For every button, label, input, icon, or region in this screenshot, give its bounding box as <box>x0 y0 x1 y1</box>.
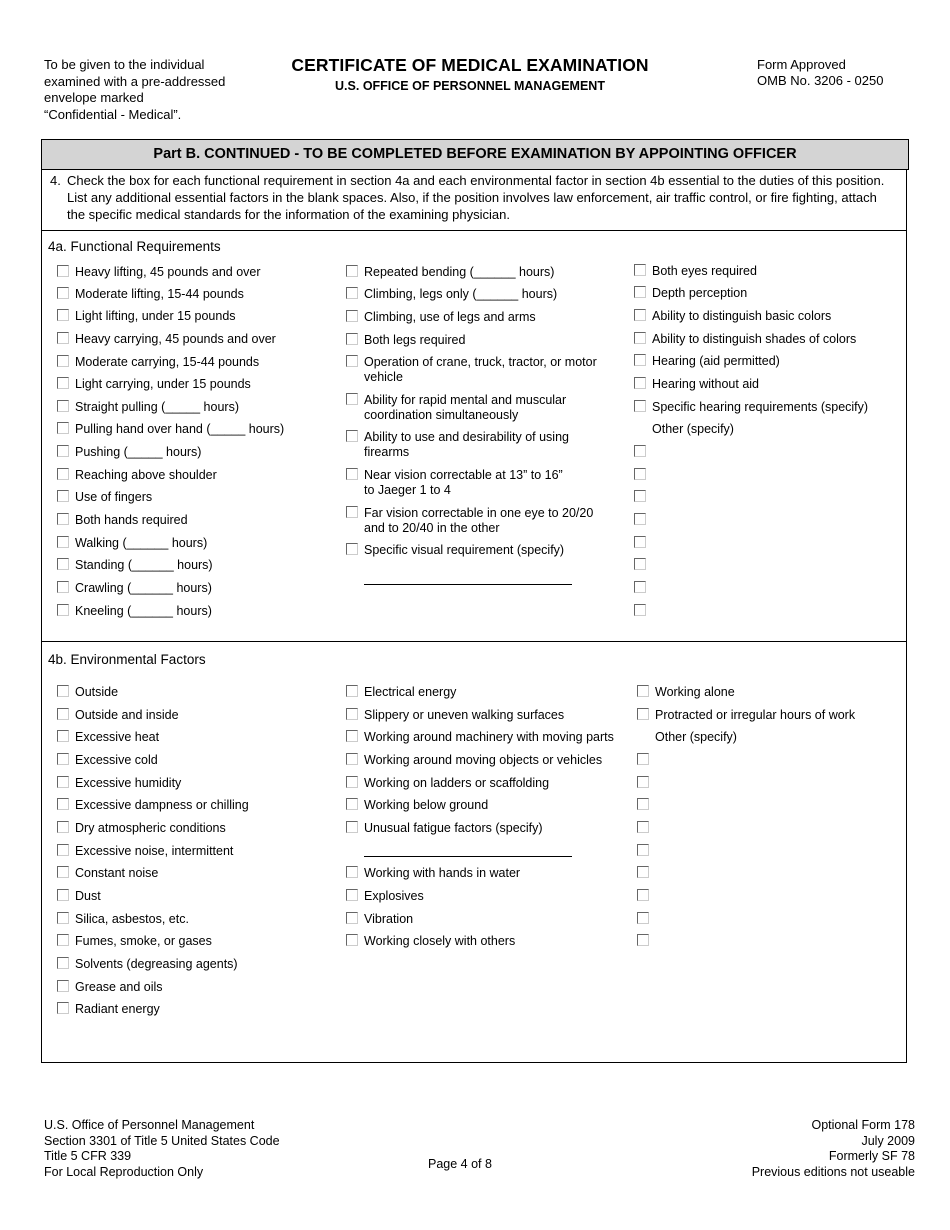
checkbox-label: Solvents (degreasing agents) <box>75 957 238 971</box>
checkbox-label: Both hands required <box>75 513 188 527</box>
functional-requirement-item <box>364 333 465 348</box>
checkbox[interactable] <box>346 934 358 946</box>
checkbox[interactable] <box>346 543 358 555</box>
checkbox[interactable] <box>57 604 69 616</box>
checkbox[interactable] <box>57 309 69 321</box>
checkbox-label: Silica, asbestos, etc. <box>75 912 189 926</box>
checkbox-label: Pulling hand over hand (_____ hours) <box>75 422 285 436</box>
other-specify-label <box>655 730 737 745</box>
checkbox-label: Grease and oils <box>75 980 163 994</box>
checkbox-label: Specific visual requirement (specify) <box>364 543 565 557</box>
footer-authority <box>44 1118 280 1181</box>
checkbox[interactable] <box>57 355 69 367</box>
functional-requirement-item <box>75 558 213 573</box>
environmental-factor-item <box>75 708 179 723</box>
environmental-factor-item <box>364 776 549 791</box>
checkbox[interactable] <box>634 468 646 480</box>
environmental-factor-item <box>75 889 101 904</box>
checkbox-label: Light carrying, under 15 pounds <box>75 377 251 391</box>
checkbox[interactable] <box>637 844 649 856</box>
checkbox-label: Unusual fatigue factors (specify) <box>364 821 543 835</box>
footer-form-info-line: Previous editions not useable <box>751 1165 915 1180</box>
footer-form-info-line: Optional Form 178 <box>811 1118 915 1132</box>
checkbox[interactable] <box>634 581 646 593</box>
distribution-note-line: To be given to the individual <box>44 57 205 72</box>
checkbox[interactable] <box>57 912 69 924</box>
checkbox-label: Depth perception <box>652 286 748 300</box>
checkbox-label: Moderate carrying, 15-44 pounds <box>75 355 260 369</box>
footer-authority-line: For Local Reproduction Only <box>44 1165 204 1180</box>
functional-requirement-item <box>75 287 244 302</box>
environmental-factor-item <box>364 934 515 949</box>
form-title: CERTIFICATE OF MEDICAL EXAMINATION <box>291 55 649 75</box>
functional-requirement-item <box>364 355 597 370</box>
environmental-factor-item <box>75 685 118 700</box>
checkbox-label: Dust <box>75 889 101 903</box>
checkbox-label: Other (specify) <box>655 730 737 744</box>
functional-requirement-item <box>364 445 409 460</box>
section-4b <box>41 642 907 1063</box>
checkbox-label: Walking (______ hours) <box>75 536 208 550</box>
checkbox-label: Moderate lifting, 15-44 pounds <box>75 287 244 301</box>
checkbox-label: Specific hearing requirements (specify) <box>652 400 869 414</box>
checkbox[interactable] <box>346 393 358 405</box>
checkbox[interactable] <box>57 889 69 901</box>
environmental-factor-item <box>75 934 212 949</box>
checkbox[interactable] <box>634 309 646 321</box>
environmental-factor-item <box>364 685 456 700</box>
environmental-factor-item <box>75 912 189 927</box>
checkbox-label: Crawling (______ hours) <box>75 581 212 595</box>
checkbox[interactable] <box>637 776 649 788</box>
checkbox-label: Light lifting, under 15 pounds <box>75 309 236 323</box>
checkbox-label: Operation of crane, truck, tractor, or motor <box>364 355 597 369</box>
functional-requirement-item <box>364 468 563 483</box>
checkbox-label: Hearing (aid permitted) <box>652 354 780 368</box>
distribution-note-line: envelope marked <box>44 90 144 105</box>
checkbox-label: Near vision correctable at 13” to 16” <box>364 468 563 482</box>
environmental-factor-item <box>75 821 226 836</box>
checkbox-label: Kneeling (______ hours) <box>75 604 212 618</box>
environmental-factor-item <box>364 753 602 768</box>
checkbox[interactable] <box>57 798 69 810</box>
checkbox-label: Explosives <box>364 889 424 903</box>
checkbox-label: Excessive heat <box>75 730 160 744</box>
checkbox-label: Ability to distinguish shades of colors <box>652 332 857 346</box>
checkbox-label: Heavy lifting, 45 pounds and over <box>75 265 261 279</box>
checkbox-label: Radiant energy <box>75 1002 160 1016</box>
checkbox-label: coordination simultaneously <box>364 408 519 422</box>
form-approval-line: Form Approved <box>757 57 846 72</box>
checkbox-label: vehicle <box>364 370 403 384</box>
checkbox[interactable] <box>634 286 646 298</box>
functional-requirement-item <box>364 430 569 445</box>
checkbox[interactable] <box>346 430 358 442</box>
functional-requirement-item <box>75 400 239 415</box>
functional-requirement-item <box>75 513 188 528</box>
checkbox-label: Working alone <box>655 685 735 699</box>
omb-number: OMB No. 3206 - 0250 <box>757 73 884 88</box>
checkbox[interactable] <box>346 265 358 277</box>
checkbox-label: Hearing without aid <box>652 377 760 391</box>
checkbox-label: Constant noise <box>75 866 159 880</box>
checkbox-label: Ability for rapid mental and muscular <box>364 393 567 407</box>
checkbox[interactable] <box>57 377 69 389</box>
environmental-factor-item <box>364 889 424 904</box>
environmental-factor-item <box>364 708 564 723</box>
checkbox[interactable] <box>634 558 646 570</box>
functional-requirement-item <box>75 445 201 460</box>
checkbox-label: Pushing (_____ hours) <box>75 445 202 459</box>
environmental-factor-item <box>75 730 159 745</box>
instruction-text: Check the box for each functional requirement in section 4a and each environmental factor in section 4b essential to the duties of this position. List any additional essential factors in the blank spaces. Also, if the position involves law enforcement, air traffic control, or fire fighting, attach the specific medical standards for the information of the examining physician. <box>67 173 885 222</box>
checkbox[interactable] <box>57 400 69 412</box>
checkbox[interactable] <box>634 400 646 412</box>
distribution-note-line: “Confidential - Medical”. <box>44 106 182 122</box>
checkbox[interactable] <box>637 708 649 720</box>
checkbox[interactable] <box>57 468 69 480</box>
checkbox[interactable] <box>57 730 69 742</box>
distribution-note <box>44 57 264 123</box>
footer-authority-line: Section 3301 of Title 5 United States Code <box>44 1133 280 1148</box>
section-4a-title: 4a. Functional Requirements <box>48 239 221 254</box>
section-4b-title: 4b. Environmental Factors <box>48 652 206 667</box>
checkbox[interactable] <box>346 506 358 518</box>
footer-form-info-line: Formerly SF 78 <box>828 1149 915 1164</box>
checkbox[interactable] <box>637 798 649 810</box>
functional-requirement-item <box>364 506 593 521</box>
checkbox[interactable] <box>634 377 646 389</box>
checkbox[interactable] <box>637 685 649 697</box>
functional-requirement-item <box>364 408 518 423</box>
checkbox[interactable] <box>346 866 358 878</box>
checkbox-label: Use of fingers <box>75 490 153 504</box>
checkbox-label: Excessive humidity <box>75 776 182 790</box>
checkbox-label: Working with hands in water <box>364 866 521 880</box>
checkbox-label: Ability to use and desirability of using <box>364 430 569 444</box>
functional-requirement-item <box>364 521 500 536</box>
environmental-factor-item <box>364 866 520 881</box>
checkbox[interactable] <box>634 354 646 366</box>
checkbox-label: Far vision correctable in one eye to 20/20 <box>364 506 594 520</box>
checkbox[interactable] <box>57 265 69 277</box>
checkbox[interactable] <box>57 866 69 878</box>
environmental-factor-item <box>75 776 181 791</box>
checkbox[interactable] <box>346 333 358 345</box>
checkbox[interactable] <box>346 310 358 322</box>
checkbox[interactable] <box>346 776 358 788</box>
checkbox-label: Working around moving objects or vehicles <box>364 753 603 767</box>
checkbox-label: Working below ground <box>364 798 489 812</box>
checkbox[interactable] <box>57 445 69 457</box>
checkbox[interactable] <box>634 332 646 344</box>
checkbox-label: Outside <box>75 685 119 699</box>
checkbox-label: Heavy carrying, 45 pounds and over <box>75 332 276 346</box>
checkbox[interactable] <box>637 866 649 878</box>
checkbox-label: Electrical energy <box>364 685 457 699</box>
write-in-line[interactable] <box>364 584 572 585</box>
functional-requirement-item <box>75 422 284 437</box>
checkbox[interactable] <box>57 821 69 833</box>
functional-requirement-item <box>75 581 212 596</box>
checkbox[interactable] <box>346 355 358 367</box>
other-specify-label <box>652 422 734 437</box>
checkbox[interactable] <box>57 708 69 720</box>
checkbox-label: firearms <box>364 445 410 459</box>
page-number: Page 4 of 8 <box>428 1157 492 1171</box>
environmental-factor-item <box>75 1002 160 1017</box>
checkbox[interactable] <box>634 490 646 502</box>
functional-requirement-item <box>652 400 868 415</box>
write-in-line[interactable] <box>364 856 572 857</box>
functional-requirement-item <box>75 604 212 619</box>
checkbox-label: Working on ladders or scaffolding <box>364 776 550 790</box>
checkbox-label: Slippery or uneven walking surfaces <box>364 708 565 722</box>
checkbox-label: Climbing, legs only (______ hours) <box>364 287 558 301</box>
functional-requirement-item <box>75 377 251 392</box>
checkbox[interactable] <box>57 513 69 525</box>
checkbox[interactable] <box>346 912 358 924</box>
functional-requirement-item <box>75 332 276 347</box>
footer-authority-line: U.S. Office of Personnel Management <box>44 1118 255 1132</box>
functional-requirement-item <box>364 287 557 302</box>
checkbox-label: to Jaeger 1 to 4 <box>364 483 451 497</box>
checkbox[interactable] <box>637 912 649 924</box>
footer-form-info-line: July 2009 <box>861 1133 915 1148</box>
checkbox[interactable] <box>346 798 358 810</box>
functional-requirement-item <box>364 393 566 408</box>
checkbox[interactable] <box>57 1002 69 1014</box>
checkbox[interactable] <box>346 287 358 299</box>
checkbox[interactable] <box>634 604 646 616</box>
checkbox[interactable] <box>634 264 646 276</box>
checkbox[interactable] <box>637 934 649 946</box>
checkbox[interactable] <box>57 332 69 344</box>
functional-requirement-item <box>75 265 261 280</box>
functional-requirement-item <box>652 354 780 369</box>
environmental-factor-item <box>75 798 249 813</box>
functional-requirement-item <box>652 332 856 347</box>
checkbox[interactable] <box>637 753 649 765</box>
checkbox-label: Excessive dampness or chilling <box>75 798 249 812</box>
checkbox-label: Standing (______ hours) <box>75 558 213 572</box>
checkbox-label: Both legs required <box>364 333 466 347</box>
checkbox[interactable] <box>346 889 358 901</box>
environmental-factor-item <box>75 866 158 881</box>
environmental-factor-item <box>364 912 413 927</box>
environmental-factor-item <box>655 685 735 700</box>
part-heading: Part B. CONTINUED - TO BE COMPLETED BEFORE EXAMINATION BY APPOINTING OFFICER <box>41 139 909 170</box>
checkbox[interactable] <box>634 536 646 548</box>
checkbox[interactable] <box>57 490 69 502</box>
instruction-number: 4. <box>50 173 61 188</box>
functional-requirement-item <box>652 309 831 324</box>
footer-authority-line: Title 5 CFR 339 <box>44 1149 132 1164</box>
checkbox[interactable] <box>57 287 69 299</box>
checkbox-label: Protracted or irregular hours of work <box>655 708 856 722</box>
functional-requirement-item <box>364 310 536 325</box>
checkbox[interactable] <box>57 558 69 570</box>
checkbox[interactable] <box>57 980 69 992</box>
checkbox[interactable] <box>637 821 649 833</box>
checkbox-label: Repeated bending (______ hours) <box>364 265 555 279</box>
checkbox[interactable] <box>637 889 649 901</box>
checkbox[interactable] <box>57 685 69 697</box>
checkbox[interactable] <box>346 730 358 742</box>
functional-requirement-item <box>652 286 747 301</box>
environmental-factor-item <box>364 730 614 745</box>
checkbox-label: Straight pulling (_____ hours) <box>75 400 239 414</box>
environmental-factor-item <box>655 708 855 723</box>
checkbox[interactable] <box>346 468 358 480</box>
checkbox-label: Both eyes required <box>652 264 757 278</box>
checkbox-label: Other (specify) <box>652 422 734 436</box>
checkbox[interactable] <box>634 513 646 525</box>
checkbox-label: Outside and inside <box>75 708 179 722</box>
functional-requirement-item <box>75 536 207 551</box>
checkbox[interactable] <box>346 708 358 720</box>
environmental-factor-item <box>75 753 158 768</box>
environmental-factor-item <box>364 821 543 836</box>
form-approval <box>757 57 937 89</box>
environmental-factor-item <box>75 957 238 972</box>
checkbox[interactable] <box>57 844 69 856</box>
checkbox[interactable] <box>57 957 69 969</box>
checkbox[interactable] <box>57 422 69 434</box>
checkbox[interactable] <box>57 776 69 788</box>
checkbox-label: Vibration <box>364 912 414 926</box>
checkbox-label: Fumes, smoke, or gases <box>75 934 212 948</box>
checkbox-label: Excessive noise, intermittent <box>75 844 234 858</box>
checkbox[interactable] <box>346 753 358 765</box>
checkbox-label: Ability to distinguish basic colors <box>652 309 832 323</box>
checkbox[interactable] <box>634 445 646 457</box>
checkbox[interactable] <box>57 753 69 765</box>
form-agency: U.S. OFFICE OF PERSONNEL MANAGEMENT <box>335 79 605 93</box>
checkbox-label: Reaching above shoulder <box>75 468 217 482</box>
functional-requirement-item <box>75 468 217 483</box>
section-4a <box>41 231 907 642</box>
functional-requirement-item <box>75 309 236 324</box>
checkbox[interactable] <box>346 685 358 697</box>
form-heading <box>270 55 670 93</box>
functional-requirement-item <box>364 543 564 558</box>
checkbox-label: and to 20/40 in the other <box>364 521 500 535</box>
checkbox-label: Working closely with others <box>364 934 516 948</box>
functional-requirement-item <box>75 355 259 370</box>
environmental-factor-item <box>364 798 488 813</box>
checkbox[interactable] <box>57 581 69 593</box>
checkbox-label: Working around machinery with moving parts <box>364 730 614 744</box>
checkbox-label: Dry atmospheric conditions <box>75 821 226 835</box>
functional-requirement-item <box>75 490 152 505</box>
checkbox-label: Excessive cold <box>75 753 158 767</box>
environmental-factor-item <box>75 844 233 859</box>
checkbox[interactable] <box>346 821 358 833</box>
distribution-note-line: examined with a pre-addressed <box>44 73 226 89</box>
functional-requirement-item <box>364 483 451 498</box>
instruction-box <box>41 169 907 231</box>
functional-requirement-item <box>652 377 759 392</box>
checkbox[interactable] <box>57 934 69 946</box>
functional-requirement-item <box>364 265 554 280</box>
functional-requirement-item <box>364 370 403 385</box>
environmental-factor-item <box>75 980 163 995</box>
checkbox-label: Climbing, use of legs and arms <box>364 310 536 324</box>
functional-requirement-item <box>652 264 757 279</box>
footer-form-info <box>700 1118 915 1181</box>
checkbox[interactable] <box>57 536 69 548</box>
